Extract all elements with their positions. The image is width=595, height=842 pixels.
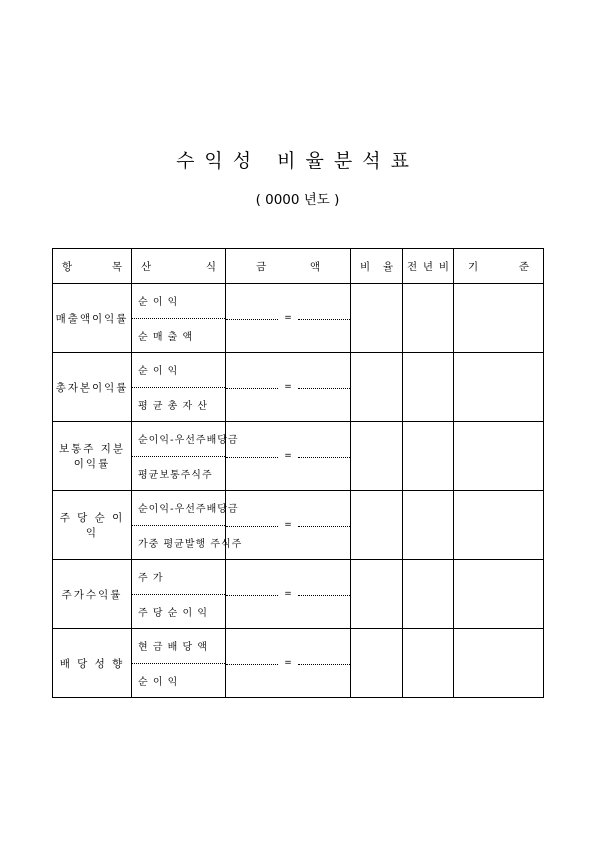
- row-item: [53, 560, 132, 629]
- formula-numerator: 순이익-우선주배당금: [138, 435, 239, 447]
- row-prev-year[interactable]: [403, 560, 454, 629]
- amount-blank-left: [226, 664, 278, 665]
- formula-numerator: 현 금 배 당 액: [138, 642, 209, 654]
- row-item: [53, 491, 132, 560]
- header-char: 비: [438, 260, 449, 273]
- row-prev-year[interactable]: [403, 353, 454, 422]
- row-item-label: 총자본이익률: [55, 381, 129, 394]
- header-char: 액: [309, 260, 320, 273]
- table-row: [53, 560, 544, 629]
- row-standard[interactable]: [454, 560, 544, 629]
- row-formula: [132, 560, 226, 629]
- header-amount: [226, 249, 351, 284]
- document-title: 수익성 비율분석표: [176, 150, 419, 172]
- row-item-label: 주 당 순 이 익: [59, 512, 125, 539]
- header-char: 항: [62, 260, 73, 273]
- amount-equals: =: [284, 382, 292, 392]
- table-row: [53, 422, 544, 491]
- row-standard[interactable]: [454, 422, 544, 491]
- formula-denominator: 평균보통주식주: [138, 469, 213, 481]
- amount-blank-right: [298, 457, 350, 458]
- row-item-label: 보통주 지분이익률: [58, 443, 126, 470]
- row-amount[interactable]: [226, 284, 351, 353]
- row-item-label: 주가수익률: [61, 588, 123, 601]
- table-row: [53, 629, 544, 698]
- row-ratio[interactable]: [351, 560, 403, 629]
- table-row: [53, 353, 544, 422]
- header-char: 식: [205, 260, 216, 273]
- row-amount[interactable]: [226, 560, 351, 629]
- formula-numerator: 순 이 익: [138, 297, 179, 309]
- row-formula: [132, 629, 226, 698]
- formula-denominator: 순 매 출 액: [138, 331, 194, 343]
- row-item: [53, 629, 132, 698]
- header-standard: [454, 249, 544, 284]
- header-formula: [132, 249, 226, 284]
- document-year: ( 0000 년도 ): [255, 192, 340, 208]
- header-prev-year: [403, 249, 454, 284]
- row-item: [53, 422, 132, 491]
- row-amount[interactable]: [226, 422, 351, 491]
- header-char: 기: [468, 260, 479, 273]
- formula-denominator: 가중 평균발행 주식주: [138, 538, 243, 550]
- header-char: 산: [141, 260, 152, 273]
- row-standard[interactable]: [454, 629, 544, 698]
- row-formula: [132, 284, 226, 353]
- formula-numerator: 순이익-우선주배당금: [138, 504, 239, 516]
- row-item-label: 배 당 성 향: [59, 657, 125, 670]
- amount-blank-left: [226, 526, 278, 527]
- amount-blank-right: [298, 388, 350, 389]
- header-char: 전: [407, 260, 418, 273]
- header-char: 비: [360, 260, 371, 273]
- formula-denominator: 평 균 총 자 산: [138, 400, 209, 412]
- header-char: 율: [382, 260, 393, 273]
- amount-blank-right: [298, 595, 350, 596]
- row-formula: [132, 353, 226, 422]
- header-item: [53, 249, 132, 284]
- table-row: [53, 491, 544, 560]
- row-formula: [132, 491, 243, 560]
- header-ratio: [351, 249, 403, 284]
- header-char: 준: [518, 260, 529, 273]
- row-prev-year[interactable]: [403, 491, 454, 560]
- amount-blank-right: [298, 664, 350, 665]
- row-amount[interactable]: [226, 629, 351, 698]
- amount-blank-left: [226, 457, 278, 458]
- row-amount[interactable]: [226, 491, 351, 560]
- ratio-table: [52, 248, 544, 698]
- formula-numerator: 주 가: [138, 573, 164, 585]
- row-standard[interactable]: [454, 284, 544, 353]
- amount-equals: =: [284, 589, 292, 599]
- row-ratio[interactable]: [351, 353, 403, 422]
- formula-numerator: 순 이 익: [138, 366, 179, 378]
- row-standard[interactable]: [454, 491, 544, 560]
- row-ratio[interactable]: [351, 284, 403, 353]
- amount-blank-left: [226, 388, 278, 389]
- amount-equals: =: [284, 313, 292, 323]
- row-prev-year[interactable]: [403, 284, 454, 353]
- row-item: [53, 284, 132, 353]
- table-header-row: [53, 249, 544, 284]
- row-amount[interactable]: [226, 353, 351, 422]
- row-item-label: 매출액이익률: [55, 312, 129, 325]
- amount-blank-left: [226, 319, 278, 320]
- amount-blank-right: [298, 319, 350, 320]
- row-formula: [132, 422, 239, 491]
- header-char: 금: [256, 260, 267, 273]
- formula-denominator: 주 당 순 이 익: [138, 607, 209, 619]
- table-row: [53, 284, 544, 353]
- row-prev-year[interactable]: [403, 629, 454, 698]
- row-ratio[interactable]: [351, 491, 403, 560]
- amount-equals: =: [284, 520, 292, 530]
- amount-equals: =: [284, 658, 292, 668]
- amount-equals: =: [284, 451, 292, 461]
- row-ratio[interactable]: [351, 629, 403, 698]
- row-ratio[interactable]: [351, 422, 403, 491]
- header-char: 목: [111, 260, 122, 273]
- amount-blank-left: [226, 595, 278, 596]
- row-item: [53, 353, 132, 422]
- formula-denominator: 순 이 익: [138, 676, 179, 688]
- amount-blank-right: [298, 526, 350, 527]
- header-char: 년: [422, 260, 434, 273]
- row-prev-year[interactable]: [403, 422, 454, 491]
- row-standard[interactable]: [454, 353, 544, 422]
